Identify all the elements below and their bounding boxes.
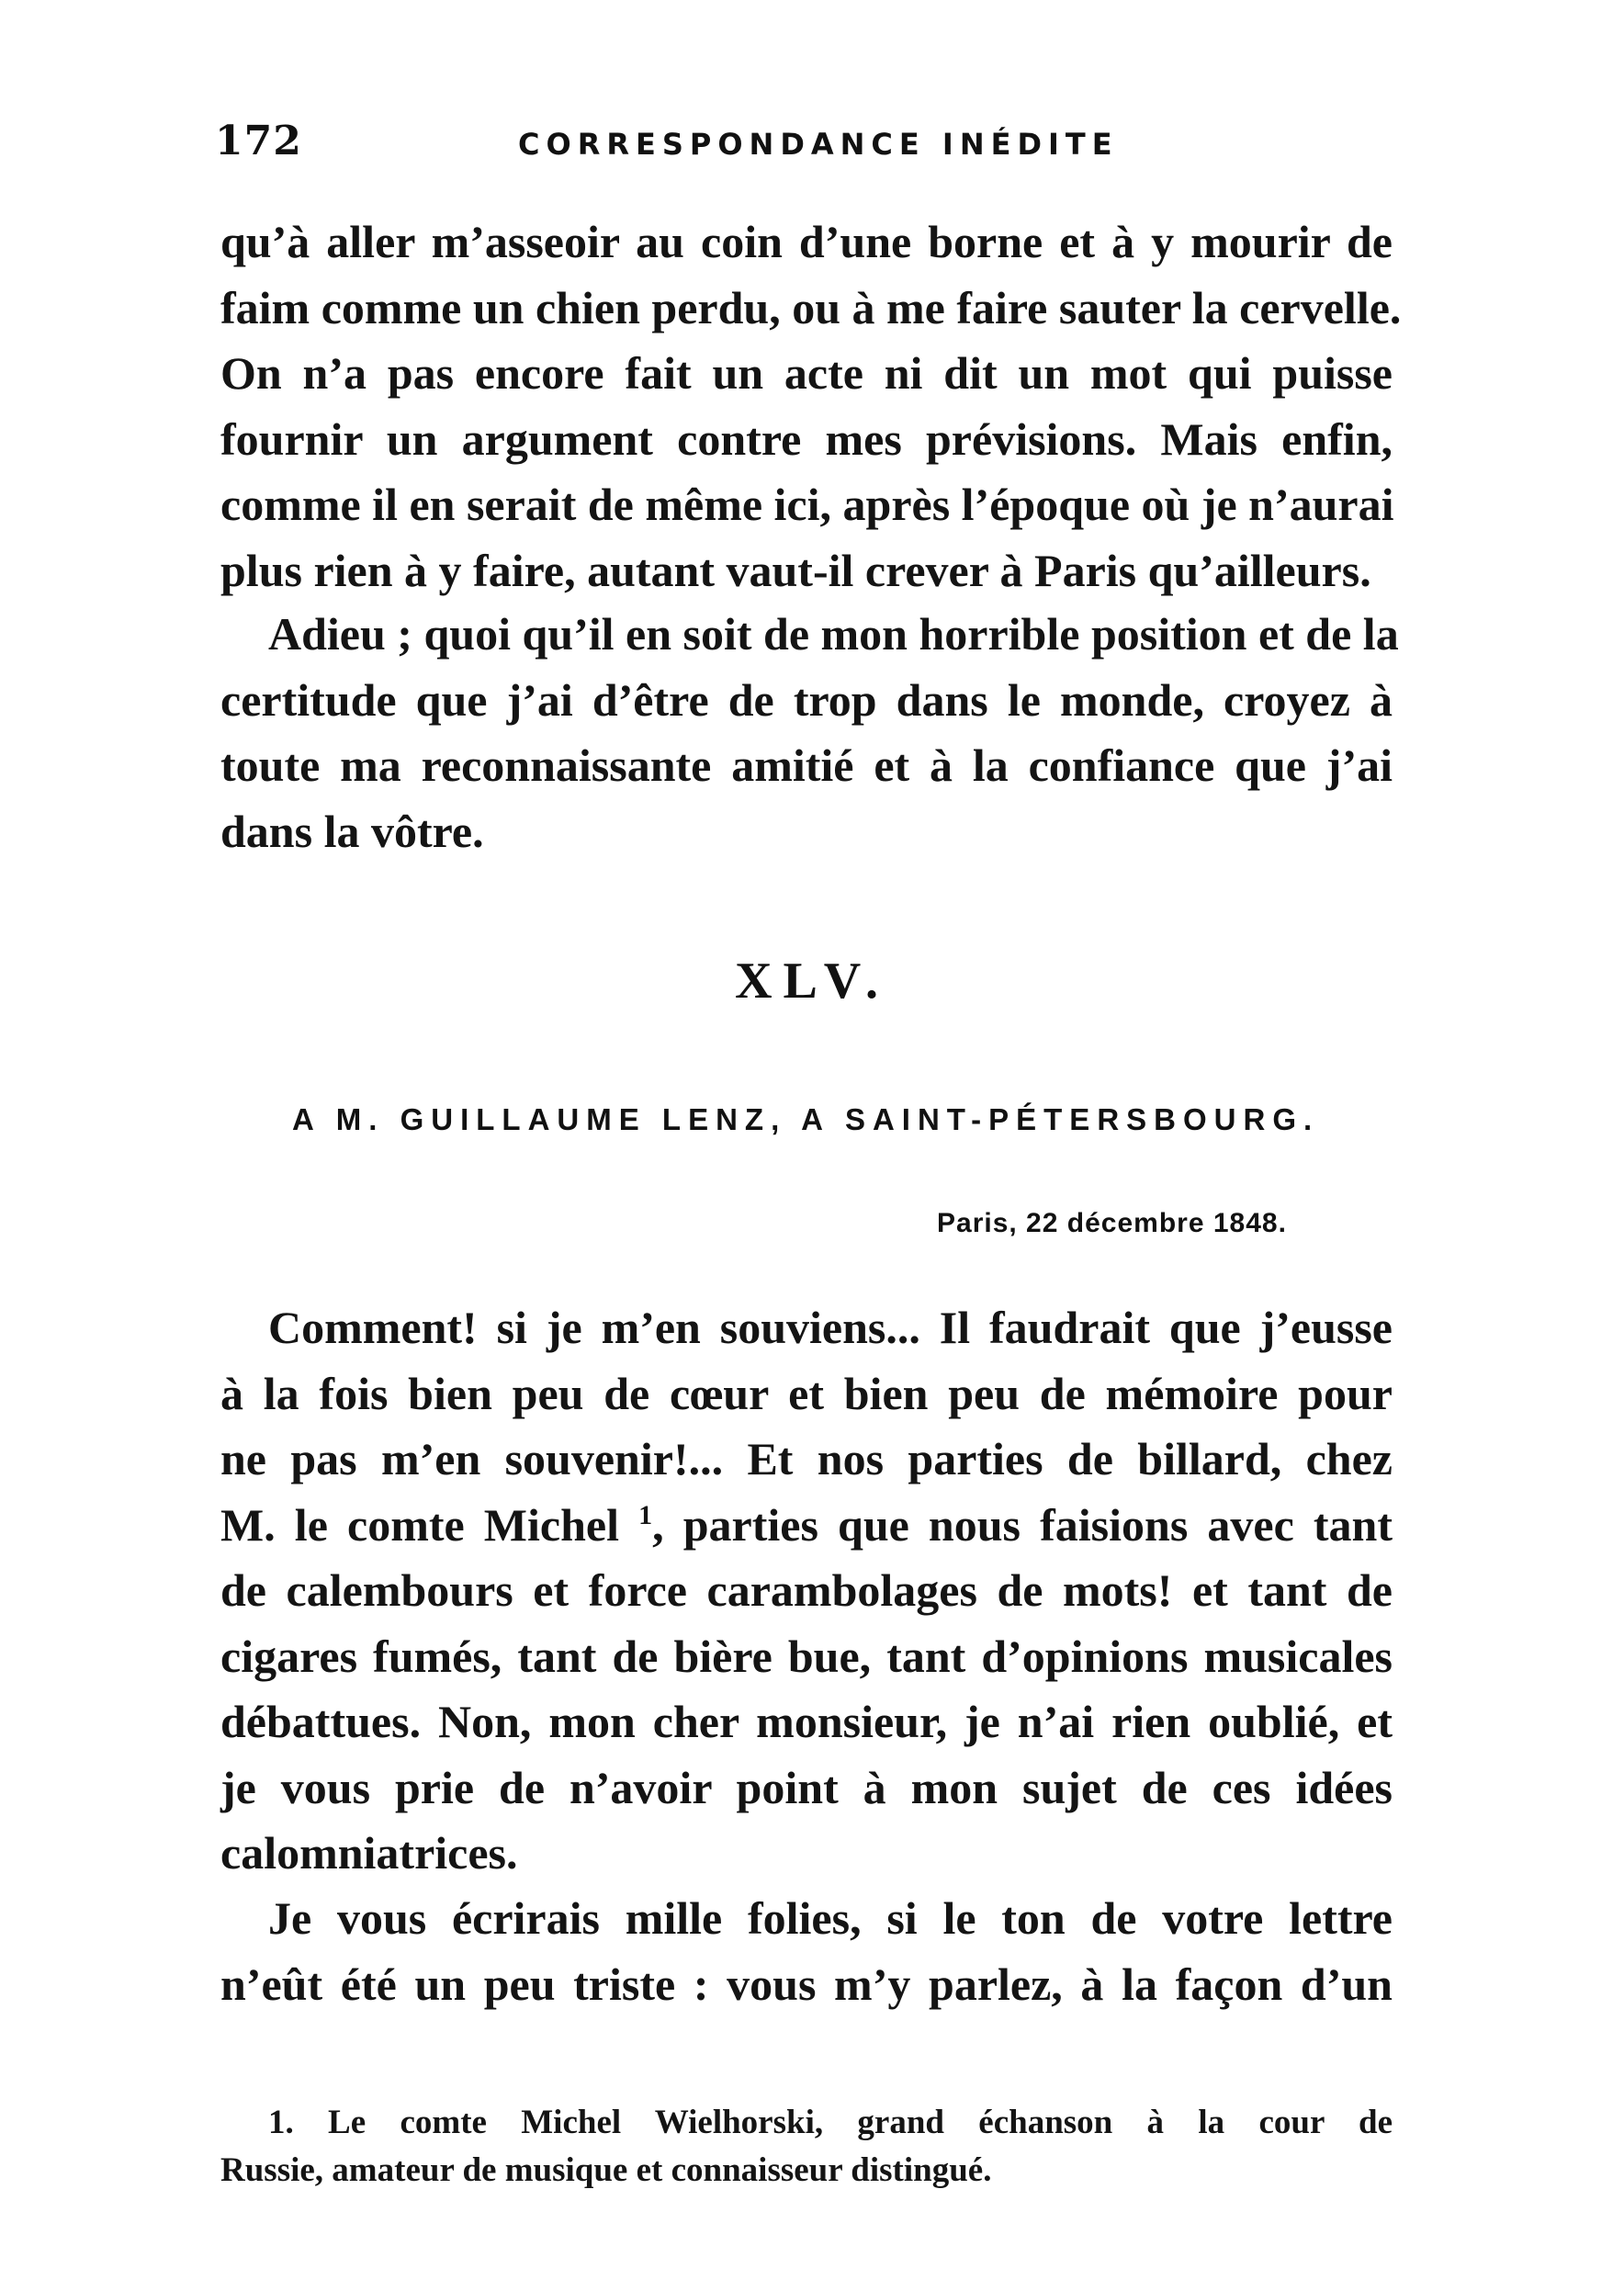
text-line: dans la vôtre. [220,805,484,857]
text-line: calomniatrices. [220,1827,518,1879]
text-segment: , parties que nous faisions avec tant [652,1498,1393,1551]
text-line: On n’a pas encore fait un acte ni dit un mot qui puisse [220,347,1393,399]
text-line: Je vous écrirais mille folies, si le ton de votre lettre [268,1892,1393,1944]
running-title: CORRESPONDANCE INÉDITE [518,127,1119,162]
footnote-reference: 1 [638,1499,653,1530]
continuation-paragraph [220,209,1402,604]
text-line: de calembours et force carambolages de mots! et tant de [220,1564,1393,1616]
text-line: ne pas m’en souvenir!... Et nos parties de billard, chez [220,1433,1393,1484]
footnote [220,2099,1393,2195]
text-line: cigares fumés, tant de bière bue, tant d’opinions musicales [220,1630,1393,1682]
letter-number-heading: XLV. [735,953,889,1010]
text-line: Comment! si je m’en souviens... Il faudrait que j’eusse [268,1302,1393,1353]
text-line: toute ma reconnaissante amitié et à la confiance que j’ai [220,739,1393,791]
text-line: Adieu ; quoi qu’il en soit de mon horrible position et de la [268,608,1399,660]
text-line: débattues. Non, mon cher monsieur, je n’ai rien oublié, et [220,1696,1393,1747]
letter-paragraph-2 [220,1886,1393,2017]
page-header [215,118,1409,173]
letter-dateline: Paris, 22 décembre 1848. [937,1208,1287,1238]
text-line: certitude que j’ai d’être de trop dans le monde, croyez à [220,673,1393,726]
page-number: 172 [215,118,302,164]
letter-paragraph-1 [220,1295,1393,1887]
text-line: je vous prie de n’avoir point à mon sujet de ces idées [220,1761,1393,1813]
letter-addressee: A M. GUILLAUME LENZ, A SAINT-PÉTERSBOURG. [292,1102,1320,1136]
text-line: qu’à aller m’asseoir au coin d’une borne et à y mourir de [220,216,1393,267]
text-line: plus rien à y faire, autant vaut-il crever à Paris qu’ailleurs. [220,544,1371,596]
text-line-with-footnote-ref [220,1493,1393,1559]
text-line: à la fois bien peu de cœur et bien peu de mémoire pour [220,1367,1393,1419]
text-line: faim comme un chien perdu, ou à me faire sauter la cervelle. [220,281,1402,333]
text-line: fournir un argument contre mes prévisions. Mais enfin, [220,412,1393,465]
footnote-line: 1. Le comte Michel Wielhorski, grand échanson à la cour de [268,2104,1393,2141]
text-line: comme il en serait de même ici, après l’époque où je n’aurai [220,479,1394,530]
text-segment: M. le comte Michel [220,1498,639,1551]
footnote-line: Russie, amateur de musique et connaisseur distingué. [220,2151,992,2189]
closing-paragraph [220,602,1399,864]
text-line: n’eût été un peu triste : vous m’y parlez, à la façon d’un [220,1958,1393,2010]
